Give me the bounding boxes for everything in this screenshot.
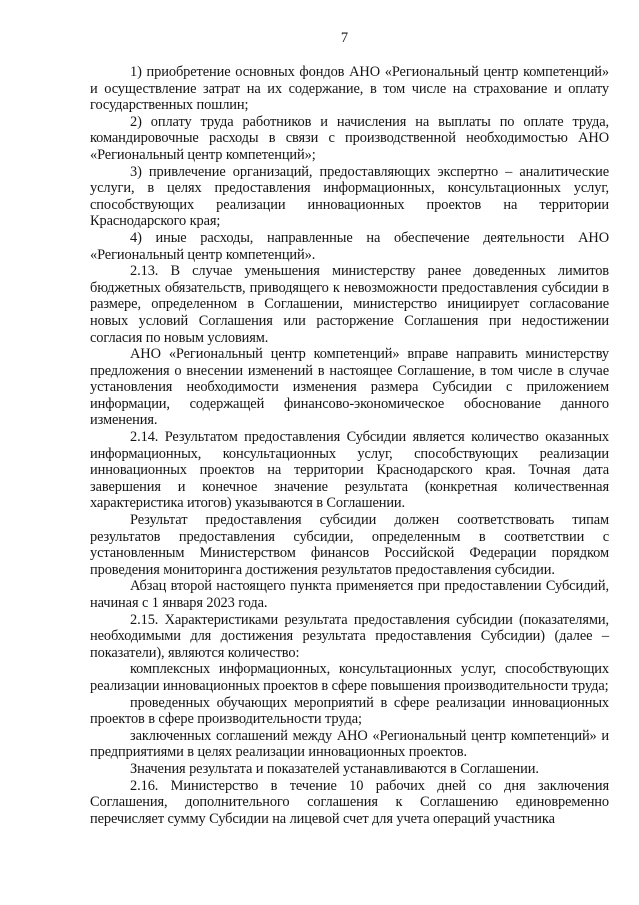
paragraph-item-1: 1) приобретение основных фондов АНО «Региональный центр компетенций» и осуществление затрат на их содержание, в том числе на страхование и оплату государственных пошлин;	[90, 64, 609, 114]
paragraph-2-13: 2.13. В случае уменьшения министерству ранее доведенных лимитов бюджетных обязательств, приводящего к невозможности предоставления субсидии в размере, определенном в Соглашении, министерство инициирует согласование новых условий Соглашения или расторжение Соглашения при недостижении согласия по новым условиям.	[90, 263, 609, 346]
page-number: 7	[340, 30, 349, 46]
paragraph-result-types: Результат предоставления субсидии должен соответствовать типам результатов предоставления субсидии, определенным в соответствии с установленным Министерством финансов Российской Федерации порядком проведения мониторинга достижения результатов предоставления субсидии.	[90, 512, 609, 578]
paragraph-2-14: 2.14. Результатом предоставления Субсидии является количество оказанных информационных, консультационных услуг, способствующих реализации инновационных проектов на территории Краснодарского края. Точная дата завершения и конечное значение результата (конкретная количественная характеристика итогов) указываются в Соглашении.	[90, 429, 609, 512]
paragraph-indicator-agreements: заключенных соглашений между АНО «Региональный центр компетенций» и предприятиями в целях реализации инновационных проектов.	[90, 727, 609, 761]
paragraph-indicator-services: комплексных информационных, консультационных услуг, способствующих реализации инновационных проектов в сфере повышения производительности труда;	[90, 661, 609, 694]
paragraph-2-15: 2.15. Характеристиками результата предоставления субсидии (показателями, необходимыми для достижения результата предоставления Субсидии) (далее – показатели), являются количество:	[90, 611, 609, 661]
paragraph-values: Значения результата и показателей устанавливаются в Соглашении.	[130, 760, 539, 777]
paragraph-2-16: 2.16. Министерство в течение 10 рабочих дней со дня заключения Соглашения, дополнительного соглашения к Соглашению единовременно перечисляет сумму Субсидии на лицевой счет для учета операций участника	[90, 777, 609, 827]
paragraph-item-2: 2) оплату труда работников и начисления на выплаты по оплате труда, командировочные расходы в связи с производственной необходимостью АНО «Региональный центр компетенций»;	[90, 113, 609, 163]
paragraph-indicator-events: проведенных обучающих мероприятий в сфере реализации инновационных проектов в сфере производительности труда;	[90, 694, 609, 728]
paragraph-abzac: Абзац второй настоящего пункта применяется при предоставлении Субсидий, начиная с 1 января 2023 года.	[90, 578, 609, 611]
paragraph-ano-proposal: АНО «Региональный центр компетенций» вправе направить министерству предложения о внесении изменений в настоящее Соглашение, в том числе в случае установления необходимости изменения размера Субсидии с приложением информации, содержащей финансово-экономическое обоснование данного изменения.	[90, 346, 609, 429]
paragraph-item-4: 4) иные расходы, направленные на обеспечение деятельности АНО «Региональный центр компетенций».	[90, 229, 609, 263]
document-body	[90, 64, 609, 827]
paragraph-item-3: 3) привлечение организаций, предоставляющих экспертно – аналитические услуги, в целях предоставления информационных, консультационных услуг, способствующих реализации инновационных проектов на территории Краснодарского края;	[90, 163, 609, 230]
